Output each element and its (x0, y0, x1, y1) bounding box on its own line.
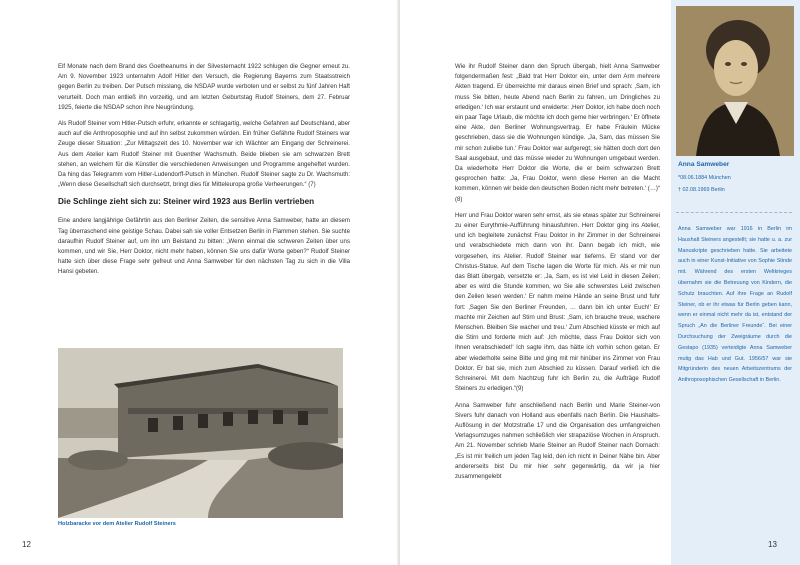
sidebar-divider (676, 212, 792, 213)
right-paragraph-1: Wie ihr Rudolf Steiner dann den Spruch übergab, hielt Anna Samweber folgendermaßen fest: „Bald trat Herr Doktor ein, unter dem Arm mehrere Akten tragend. Er überreichte mir daraus einen Brief und sprach: ‚Sam, ich muss Sie bitten, heute Abend nach Berlin zu fahren, um Dringliches zu erledigen.‘ Ich war erstaunt und erwiderte: ‚Herr Doktor, ich habe doch noch ein paar Tage Urlaub, die möchte ich doch gerne hier verbringen.‘ Er öffnete eine Akte, den Berliner Wohnungsvertrag. Er habe Fräulein Mücke geschrieben, dass sie die Wohnungen kündige. ‚Ja, Sam, das müssen Sie mir schon zuliebe tun.‘ Frau Doktor war aufgeregt; sie hätten doch dort den Saal ausgebaut, und das müsse wieder zu Wohnungen umgebaut werden. Da wiederholte Herr Doktor die Worte, die er beim schwarzen Brett gesprochen hatte: ‚Ja, Frau Doktor, wenn diese Herren an die Macht kommen, können wir beide den deutschen Boden nicht mehr betreten.‘ (…)“ (8) (455, 63, 660, 203)
right-paragraph-2: Herr und Frau Doktor waren sehr ernst, als sie etwas später zur Schreinerei zu einer Eurythmie-Aufführung hinausfuhren. Herr Doktor ging ins Atelier, und ich begleitete zunächst Frau Doktor in ihr Zimmer in der Schreinerei und verabschiedete mich dann von ihr. Dann begab ich mich, wie vorgesehen, ins Atelier. Rudolf Steiner war tieferns. Er stand vor der Christus-Statue. Auf dem Tische lagen die Worte für mich. Als er mir nun das Blatt übergab, versetzte er: ‚Ja, Sam, es ist viel Leid in diesen Zeilen; aber es wird die Stunde kommen, wo Sie alle schwerstes Leid zwischen den Zeilen lesen werden.‘ Er nahm meine Hände an seine Brust und fuhr fort: ‚Sagen Sie den Berliner Freunden, … dann bin ich unter Euch!‘ Er machte mir Zeichen auf Stirn und Brust: ‚Sam, ich brauche treue, wachere Menschen. Bleiben Sie wacher und treu.‘ Zum Abschied küsste er mich auf die Stirn und forderte mich auf: ‚Ich möchte, dass Frau Doktor sich von Ihnen verabschiedet!‘ Ich sagte ihm, das hätte ich vorhin schon getan. Er aber wiederholte seine Bitte und ging mit mir hinüber ins Zimmer von Frau Doktor. Er bat sie, mich zum Abschied zu küssen. Darauf verließ ich die Schreinerei. Mit dem Nachtzug fuhr ich Berlin zu, die Aufträge Rudolf Steiners zu erledigen.“(9) (455, 211, 660, 393)
portrait-drawing (676, 6, 794, 156)
sidebar-death: † 02.08.1969 Berlin (678, 187, 725, 193)
left-paragraph-2: Als Rudolf Steiner vom Hitler-Putsch erfuhr, erkannte er schlagartig, welche Gefahren auf Deutschland, aber auch auf die Anthroposophie und auf ihn selbst zukommen würden. Ein früher Gefährte Rudolf Steiners war Zeuge dieser Situation: „Zur Mittagszeit des 10. November war ich Wächter am Eingang der Schreinerei. Aus dem Atelier kam Rudolf Steiner mit Guenther Wachsmuth. Beide blieben sie am schwarzen Brett stehen, an welchem für die Künstler die verschiedenen Anweisungen und Programme angeheftet wurden. Da hing das Telegramm vom Hitler-Ludendorff-Putsch in München. Rudolf Steiner sagte zu Dr. Wachsmuth: „Wenn diese Gesellschaft sich durchsetzt, bringt dies für Mitteleuropa große Verheerungen.“ (7) (58, 120, 350, 189)
page-number-left: 12 (22, 540, 31, 549)
barracks-photo-drawing (58, 348, 343, 518)
sidebar-birth: *08.06.1884 München (678, 175, 731, 181)
photo-caption: Holzbaracke vor dem Atelier Rudolf Steiners (58, 521, 176, 527)
left-text-column (58, 62, 350, 284)
right-text-column (455, 62, 660, 488)
sidebar-biography (678, 224, 792, 386)
page-number-right: 13 (768, 540, 777, 549)
sidebar-biography-text: Anna Samweber war 1916 in Berlin im Haushalt Steiners angestellt; sie hatte u. a. zur Manuskripte geschrieben hatte. Sie arbeitete auch in einer Kunst-Initiative von Sophie Stinde mit. Während des ersten Weltkrieges übernahm sie die Betreuung von Kindern, die Schutz brauchten. Auf ihre Frage an Rudolf Steiner, ob er ihr etwas für Berlin geben kann, wenn er einmal nicht mehr da ist, entstand der Spruch „An die Berliner Freunde“. Bei einer Durchsuchung der Zweigräume durch die Gestapo (1935) verteidigte Anna Samweber mutig das Hab und Gut. 1956/57 war sie Mitgründerin des neuen Arbeitszentrums der Anthroposophischen Gesellschaft in Berlin. (678, 226, 792, 384)
anna-samweber-portrait (676, 6, 794, 156)
left-paragraph-3: Eine andere langjährige Gefährtin aus den Berliner Zeiten, die sensitive Anna Samweber, hatte an diesem Tag überraschend eine geistige Schau. Dabei sah sie voller Entsetzen Berlin in Flammen stehen. Sie suchte daraufhin Rudolf Steiner auf, um ihn um Beistand zu bitten: „Wenn einmal die schweren Zeiten über uns kommen, und wir Sie, Herr Doktor, nicht mehr haben, können Sie uns dafür Worte geben?“ Rudolf Steiner hatte sich über diese Frage sehr gefreut und Anna Samweber für den nächsten Tag zu sich in die Villa Hansi gebeten. (58, 217, 350, 276)
barracks-photo (58, 348, 343, 518)
right-paragraph-3: Anna Samweber fuhr anschließend nach Berlin und Marie Steiner-von Sivers fuhr danach von Holland aus ebenfalls nach Berlin. Die Haushalts-Auflösung in der Motzstraße 17 und die Organisation des umfangreichen Verlagsumzuges nahmen schließlich vier strapaziöse Wochen in Anspruch. Am 21. November schrieb Marie Steiner an Rudolf Steiner nach Dornach: „Es ist mir freilich um jeden Tag leid, den ich nicht in Deiner Nähe bin. Aber andererseits bist Du mir hier sehr gegenwärtig, da wir ja hier zusammengelebt (455, 401, 660, 480)
section-heading: Die Schlinge zieht sich zu: Steiner wird 1923 aus Berlin vertrieben (58, 197, 315, 207)
sidebar-person-name: Anna Samweber (678, 161, 730, 168)
left-paragraph-1: Elf Monate nach dem Brand des Goetheanums in der Silvesternacht 1922 schlugen die Gegner erneut zu. Am 9. November 1923 unternahm Adolf Hitler den Versuch, die Regierung Bayerns zum Staatsstreich gegen Berlin zu treiben. Der Putsch misslang, die NSDAP wurde verboten und er selbst zu fünf Jahren Haft verurteilt. Doch man entließ ihn vorzeitig, und am letzten Geburtstag Rudolf Steiners, dem 27. Februar 1925, feierte die NSDAP schon ihre Neugründung. (58, 63, 350, 111)
